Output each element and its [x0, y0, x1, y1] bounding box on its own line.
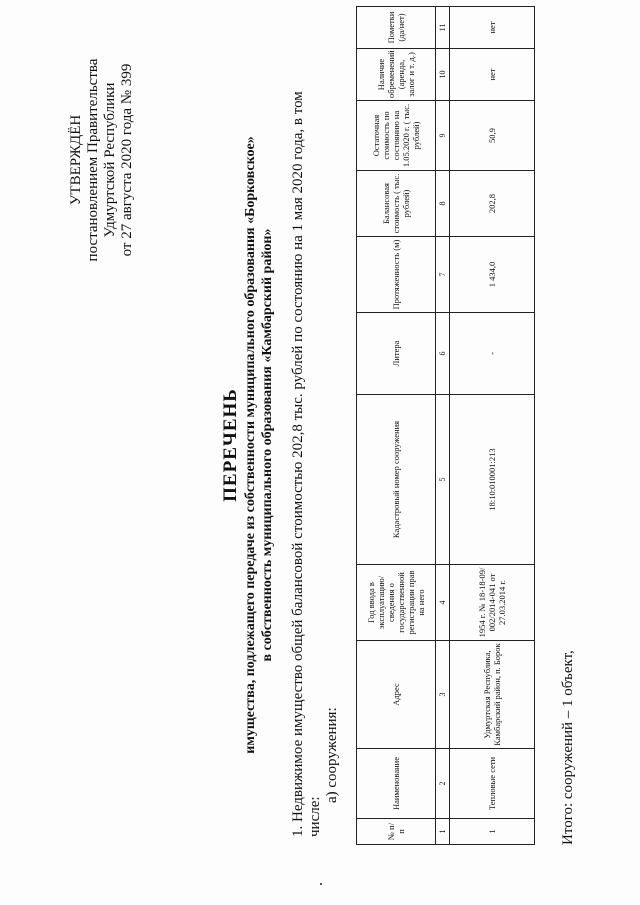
column-number: 3 [436, 641, 450, 749]
column-number: 6 [436, 313, 450, 395]
column-number: 10 [436, 49, 450, 101]
header-cell: Кадастровый номер сооружения [357, 395, 436, 565]
header-cell: Литера [357, 313, 436, 395]
header-cell: Год ввода в эксплуатацию/ сведения о государственной регистрации прав на него [357, 565, 436, 641]
column-number: 2 [436, 749, 450, 819]
header-cell: № п/п [357, 819, 436, 845]
column-number: 5 [436, 395, 450, 565]
header-cell: Наличие обременений (аренда, залог и т. д.) [357, 49, 436, 101]
document-title: ПЕРЕЧЕНЬ [220, 388, 241, 502]
header-cell: Остаточная стоимость по состоянию на 1.05.2020 г. ( тыс. рублей) [357, 101, 436, 171]
notes-cell: нет [450, 7, 535, 49]
name-cell: Тепловые сети [450, 749, 535, 819]
approval-decree: постановлением Правительства [85, 58, 101, 262]
table-column-number-row [436, 7, 450, 845]
rotated-document-sheet [20, 11, 620, 885]
book-value-cell: 202,8 [450, 171, 535, 237]
address-cell: Удмуртская Республика, Камбарский район, п. Борок [450, 641, 535, 749]
header-cell: Протяженность (м) [357, 237, 436, 313]
header-cell: Адрес [357, 641, 436, 749]
table-row [450, 7, 535, 845]
column-number: 4 [436, 565, 450, 641]
length-cell: 1 434,0 [450, 237, 535, 313]
registration-cell: 1954 г. № 18-18-09/ 002/2014-041 от 27.03.2014 г. [450, 565, 535, 641]
section-subheading: а) сооружения: [324, 707, 340, 803]
column-number: 11 [436, 7, 450, 49]
approval-block [68, 25, 136, 295]
header-cell: Балансовая стоимость ( тыс. рублей) [357, 171, 436, 237]
letter-cell: - [450, 313, 535, 395]
document-heading [220, 105, 276, 785]
approval-date: от 27 августа 2020 года № 399 [119, 63, 135, 257]
approval-region: Удмуртской Республики [102, 82, 118, 238]
scan-speck [320, 883, 322, 885]
cadastral-number-cell: 18:10:010001:213 [450, 395, 535, 565]
total-line: Итого: сооружений – 1 объект, [560, 650, 576, 845]
column-number: 8 [436, 171, 450, 237]
table-header-row [357, 7, 436, 845]
column-number: 1 [436, 819, 450, 845]
document-subtitle-line2: в собственность муниципального образования «Камбарский район» [260, 228, 275, 662]
header-cell: Пометки (да/нет) [357, 7, 436, 49]
header-cell: Наименование [357, 749, 436, 819]
row-number-cell: 1 [450, 819, 535, 845]
column-number: 9 [436, 101, 450, 171]
encumbrance-cell: нет [450, 49, 535, 101]
column-number: 7 [436, 237, 450, 313]
document-subtitle-line1: имущества, подлежащего передаче из собственности муниципального образования «Борковское» [243, 136, 258, 754]
approval-title: УТВЕРЖДЁН [68, 114, 84, 206]
intro-paragraph: 1. Недвижимое имущество общей балансовой стоимостью 202,8 тыс. рублей по состоянию на 1 мая 2020 года, в том числе: [290, 91, 323, 837]
property-table [356, 6, 535, 845]
residual-value-cell: 50,9 [450, 101, 535, 171]
